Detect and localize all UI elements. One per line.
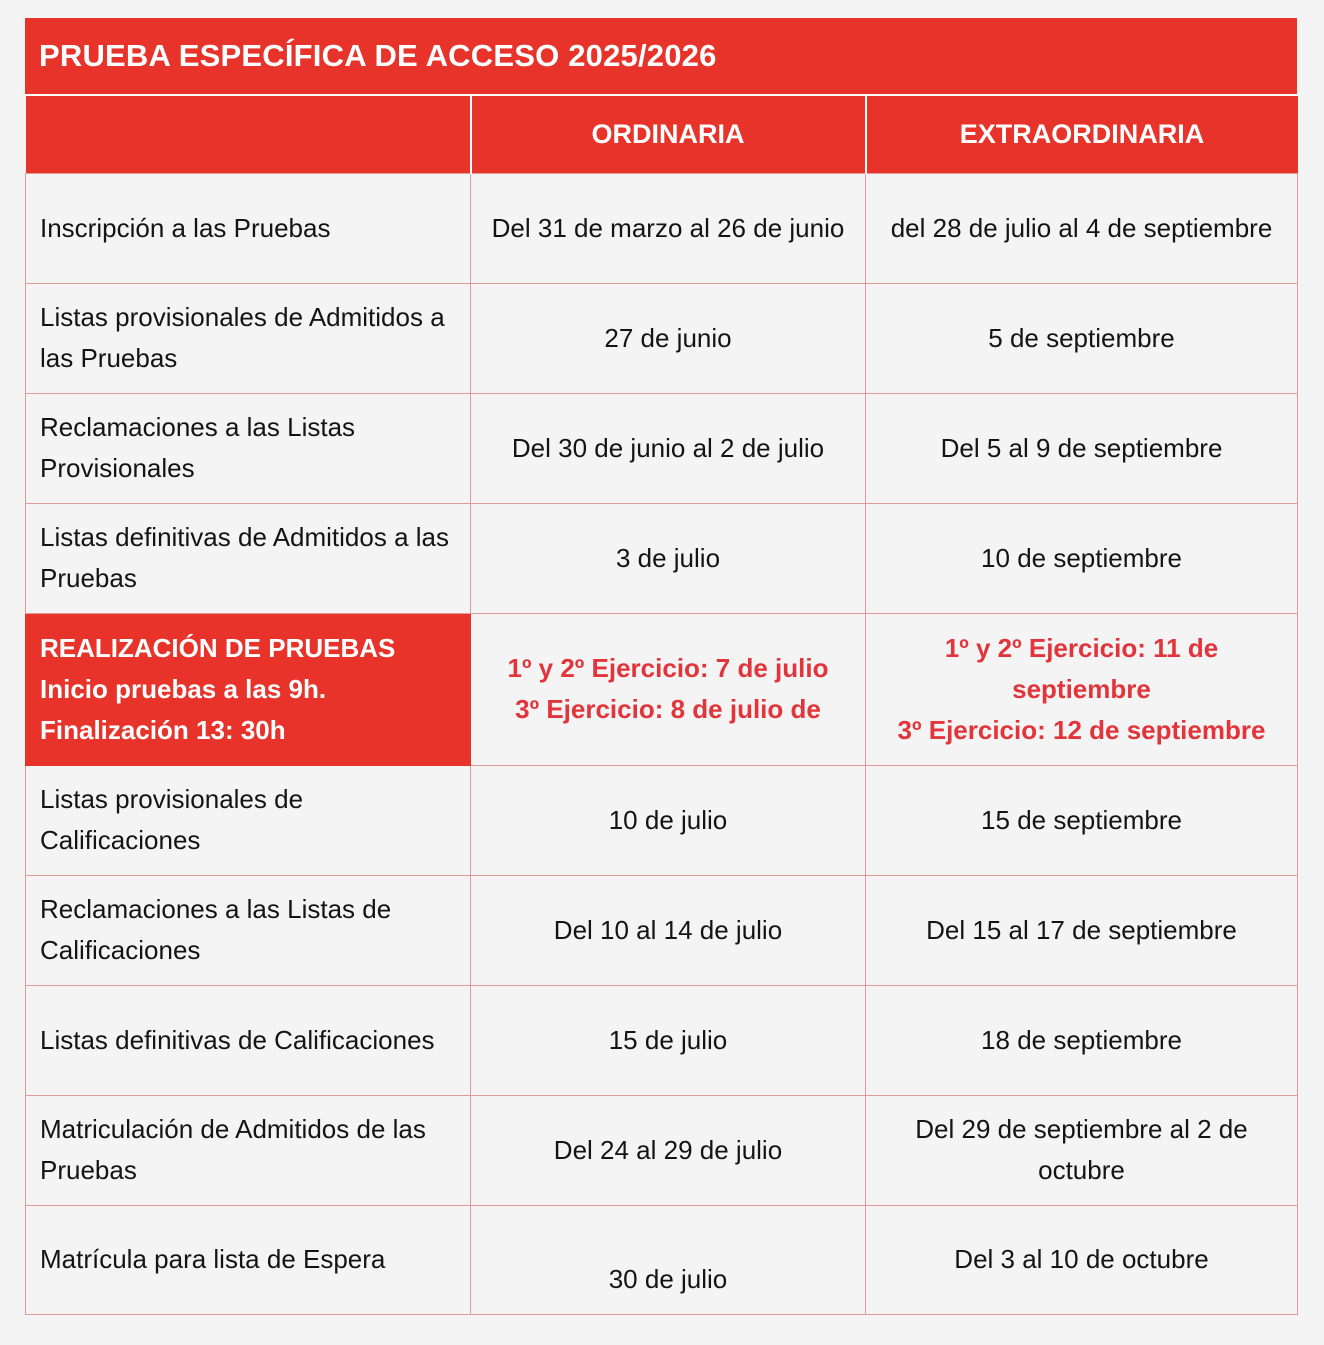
header-row	[26, 96, 1298, 173]
table-row	[26, 393, 1298, 503]
ordinaria-value: Del 10 al 14 de julio	[471, 875, 866, 985]
extraordinaria-value: Del 29 de septiembre al 2 de octubre	[866, 1095, 1298, 1205]
row-label: Reclamaciones a las Listas de Calificaciones	[26, 875, 471, 985]
row-label: Listas definitivas de Calificaciones	[26, 985, 471, 1095]
realizacion-title: REALIZACIÓN DE PRUEBAS	[40, 632, 396, 663]
ordinaria-value: 15 de julio	[471, 985, 866, 1095]
realizacion-end-time: Finalización 13: 30h	[40, 714, 286, 745]
realizacion-start-time: Inicio pruebas a las 9h.	[40, 673, 327, 704]
extraordinaria-value: del 28 de julio al 4 de septiembre	[866, 173, 1298, 283]
extraordinaria-value: Del 3 al 10 de octubre	[866, 1205, 1298, 1314]
table-row	[26, 985, 1298, 1095]
realizacion-extraordinaria	[866, 613, 1298, 765]
extraordinaria-value: 5 de septiembre	[866, 283, 1298, 393]
calendar-container	[25, 18, 1297, 1315]
table-row	[26, 875, 1298, 985]
ordinaria-value: Del 31 de marzo al 26 de junio	[471, 173, 866, 283]
extraordinaria-ejercicio-3: 3º Ejercicio: 12 de septiembre	[897, 714, 1266, 745]
table-row	[26, 765, 1298, 875]
ordinaria-ejercicio-3: 3º Ejercicio: 8 de julio de	[515, 694, 821, 724]
extraordinaria-value: 15 de septiembre	[866, 765, 1298, 875]
row-label: Listas provisionales de Admitidos a las Pruebas	[26, 283, 471, 393]
ordinaria-value-text: 30 de julio	[608, 1264, 728, 1294]
extraordinaria-value: 18 de septiembre	[866, 985, 1298, 1095]
ordinaria-value: Del 24 al 29 de julio	[471, 1095, 866, 1205]
table-row	[26, 173, 1298, 283]
row-label: Listas provisionales de Calificaciones	[26, 765, 471, 875]
realizacion-label	[26, 613, 471, 765]
extraordinaria-value: Del 5 al 9 de septiembre	[866, 393, 1298, 503]
table-row	[26, 1205, 1298, 1314]
table-row	[26, 503, 1298, 613]
extraordinaria-value: Del 15 al 17 de septiembre	[866, 875, 1298, 985]
row-label: Matrícula para lista de Espera	[26, 1205, 471, 1314]
ordinaria-value: Del 30 de junio al 2 de julio	[471, 393, 866, 503]
realizacion-row	[26, 613, 1298, 765]
table-title: PRUEBA ESPECÍFICA DE ACCESO 2025/2026	[25, 18, 1297, 94]
ordinaria-value: 3 de julio	[471, 503, 866, 613]
row-label: Listas definitivas de Admitidos a las Pruebas	[26, 503, 471, 613]
ordinaria-value	[471, 1205, 866, 1314]
header-extraordinaria: EXTRAORDINARIA	[866, 96, 1298, 173]
extraordinaria-ejercicio-1-2: 1º y 2º Ejercicio: 11 de septiembre	[944, 632, 1219, 704]
schedule-table	[25, 96, 1298, 1315]
table-row	[26, 1095, 1298, 1205]
table-row	[26, 283, 1298, 393]
realizacion-ordinaria	[471, 613, 866, 765]
row-label: Matriculación de Admitidos de las Pruebas	[26, 1095, 471, 1205]
ordinaria-value: 27 de junio	[471, 283, 866, 393]
extraordinaria-value: 10 de septiembre	[866, 503, 1298, 613]
header-empty	[26, 96, 471, 173]
header-ordinaria: ORDINARIA	[471, 96, 866, 173]
row-label: Reclamaciones a las Listas Provisionales	[26, 393, 471, 503]
ordinaria-value: 10 de julio	[471, 765, 866, 875]
ordinaria-ejercicio-1-2: 1º y 2º Ejercicio: 7 de julio	[507, 653, 829, 683]
row-label: Inscripción a las Pruebas	[26, 173, 471, 283]
